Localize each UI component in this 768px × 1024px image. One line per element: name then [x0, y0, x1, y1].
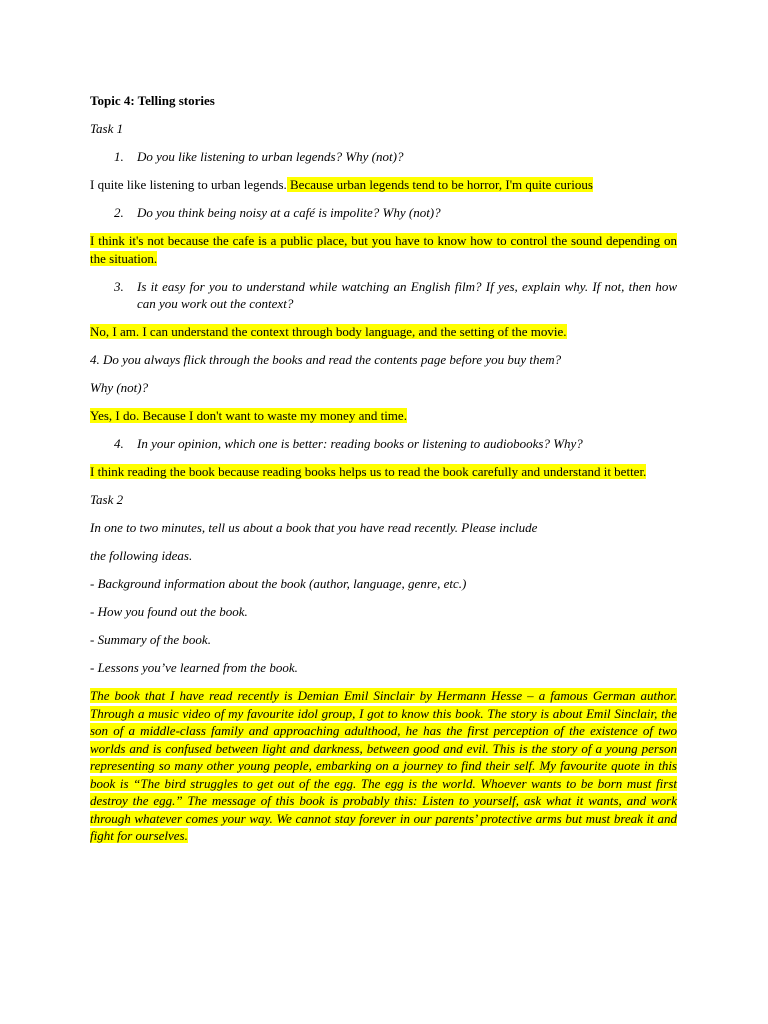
question-4a-line-1: 4. Do you always flick through the books and read the contents page before you buy them?: [90, 352, 562, 367]
essay-paragraph: [90, 687, 677, 845]
answer-3-highlight: No, I am. I can understand the context through body language, and the setting of the movie.: [90, 324, 567, 339]
task2-intro-line-2: the following ideas.: [90, 548, 193, 563]
bullet-how-found: - How you found out the book.: [90, 604, 248, 619]
question-4b: [90, 435, 677, 453]
task2-intro-line-1: In one to two minutes, tell us about a book that you have read recently. Please include: [90, 520, 538, 535]
question-text: Do you like listening to urban legends? Why (not)?: [137, 149, 404, 164]
answer-4b-highlight: I think reading the book because reading books helps us to read the book carefully and understand it better.: [90, 464, 647, 479]
document-page: [90, 92, 677, 845]
question-3: [90, 278, 677, 313]
bullet-summary: - Summary of the book.: [90, 632, 211, 647]
answer-1-highlight: Because urban legends tend to be horror, I'm quite curious: [286, 177, 593, 192]
bullet-background: - Background information about the book (author, language, genre, etc.): [90, 576, 467, 591]
answer-1: [90, 176, 677, 194]
answer-1-plain: I quite like listening to urban legends.: [90, 177, 287, 192]
question-1: [90, 148, 677, 166]
question-text: In your opinion, which one is better: reading books or listening to audiobooks? Why?: [137, 436, 583, 451]
task2-label: Task 2: [90, 492, 124, 507]
question-number: 3.: [114, 278, 124, 294]
answer-4a-highlight: Yes, I do. Because I don't want to waste my money and time.: [90, 408, 407, 423]
page-title: Topic 4: Telling stories: [90, 93, 215, 108]
answer-4b: [90, 463, 677, 481]
question-2: [90, 204, 677, 222]
task1-label: Task 1: [90, 121, 124, 136]
question-number: 1.: [114, 149, 124, 164]
question-text: Is it easy for you to understand while watching an English film? If yes, explain why. If not, then how can you work out the context?: [137, 278, 677, 311]
answer-2: [90, 232, 677, 267]
answer-2-highlight: I think it's not because the cafe is a public place, but you have to know how to control the sound depending on the situation.: [90, 233, 677, 266]
answer-4a: [90, 407, 677, 425]
question-number: 4.: [114, 436, 124, 451]
question-4a-line-2: Why (not)?: [90, 380, 149, 395]
essay-highlight: The book that I have read recently is Demian Emil Sinclair by Hermann Hesse – a famous German author. Through a music video of my favourite idol group, I got to know this book. The story is about Emil Sinclair, the son of a middle-class family and approaching adulthood, he has the first perception of the existence of two worlds and is confused between light and darkness, between good and evil. This is the story of a young person representing so many other young people, embarking on a journey to find their self. My favourite quote in this book is “The bird struggles to get out of the egg. The egg is the world. Whoever wants to be born must first destroy the egg.” The message of this book is probably this: Listen to yourself, ask what it wants, and work through whatever comes your way. We cannot stay forever in our parents’ protective arms but must break it and fight for ourselves.: [90, 688, 677, 843]
question-text: Do you think being noisy at a café is impolite? Why (not)?: [137, 205, 441, 220]
question-number: 2.: [114, 205, 124, 220]
answer-3: [90, 323, 677, 341]
bullet-lessons: - Lessons you’ve learned from the book.: [90, 660, 298, 675]
